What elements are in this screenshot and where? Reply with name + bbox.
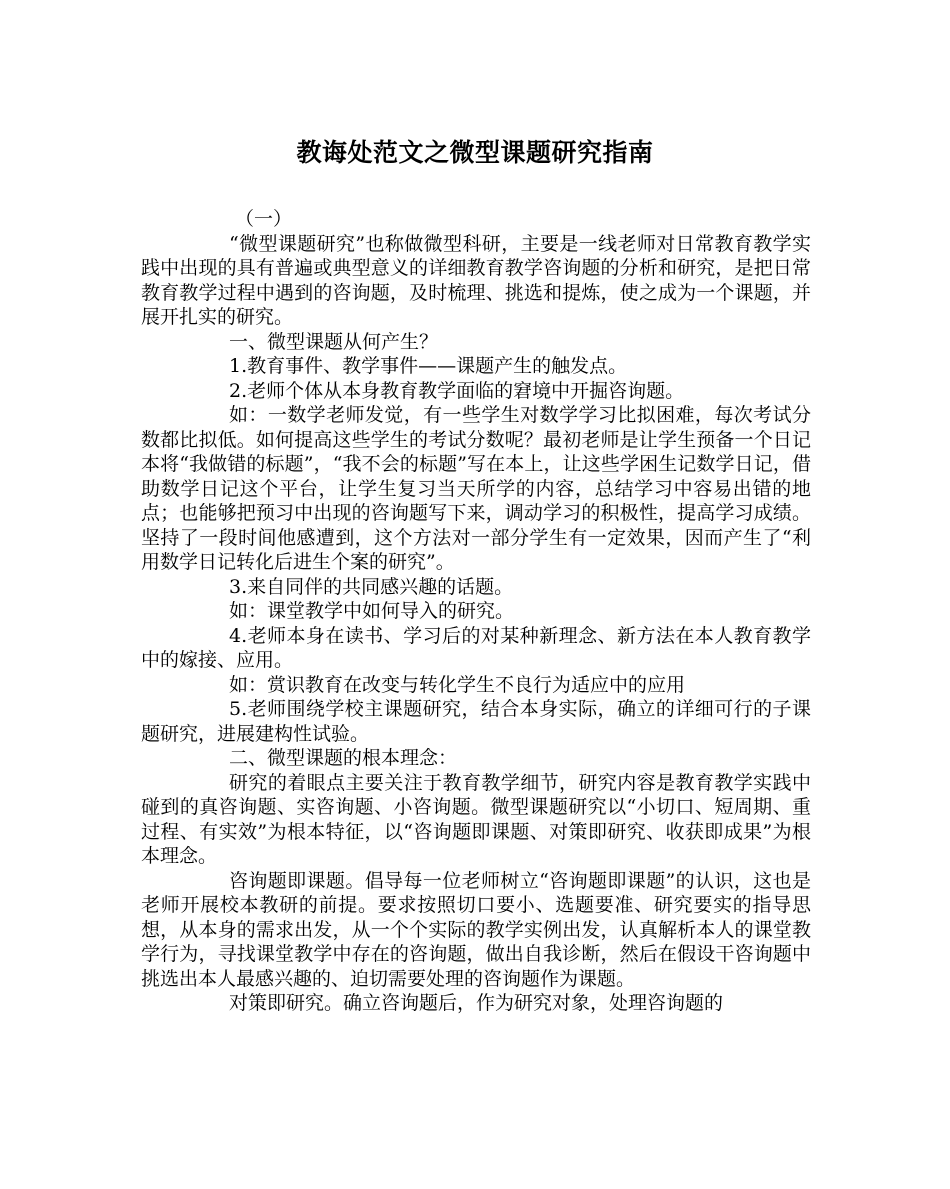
section-heading-1: 一、微型课题从何产生？ <box>229 330 439 353</box>
list-item-4: 4.老师本身在读书、学习后的对某种新理念、新方法在本人教育教学中的嫁接、应用。 <box>141 624 811 671</box>
list-item-2: 2.老师个体从本身教育教学面临的窘境中开掘咨询题。 <box>229 379 685 402</box>
document-body <box>141 207 811 1016</box>
concept-paragraph: 研究的着眼点主要关注于教育教学细节，研究内容是教育教学实践中碰到的真咨询题、实咨询题、小咨询题。微型课题研究以“小切口、短周期、重过程、有实效”为根本特征，以“咨询题即课题、对策即研究、收获即成果”为根本理念。 <box>141 771 811 867</box>
section-heading-2: 二、微型课题的根本理念： <box>229 747 458 769</box>
section-label: （一） <box>235 208 293 230</box>
list-item-5: 5.老师围绕学校主课题研究，结合本身实际，确立的详细可行的子课题研究，进展建构性试验。 <box>141 698 811 745</box>
list-item-3: 3.来自同伴的共同感兴趣的话题。 <box>229 575 514 598</box>
example-paragraph-3: 如：赏识教育在改变与转化学生不良行为适应中的应用 <box>229 673 686 696</box>
list-item-1: 1.教育事件、教学事件——课题产生的触发点。 <box>229 355 628 377</box>
intro-paragraph: “微型课题研究”也称做微型科研，主要是一线老师对日常教育教学实践中出现的具有普遍或典型意义的详细教育教学咨询题的分析和研究，是把日常教育教学过程中遇到的咨询题，及时梳理、挑选和提炼，使之成为一个课题，并展开扎实的研究。 <box>141 232 811 328</box>
strategy-is-research-paragraph: 对策即研究。确立咨询题后，作为研究对象，处理咨询题的 <box>229 992 724 1014</box>
problem-is-topic-paragraph: 咨询题即课题。倡导每一位老师树立“咨询题即课题”的认识，这也是老师开展校本教研的前提。要求按照切口要小、选题要准、研究要实的指导思想，从本身的需求出发，从一个个实际的教学实例出发，认真解析本人的课堂教学行为，寻找课堂教学中存在的咨询题，做出自我诊断，然后在假设干咨询题中挑选出本人最感兴趣的、迫切需要处理的咨询题作为课题。 <box>141 869 811 990</box>
document-title: 教诲处范文之微型课题研究指南 <box>296 138 654 167</box>
example-paragraph-2: 如：课堂教学中如何导入的研究。 <box>229 600 515 622</box>
example-paragraph-1: 如：一数学老师发觉，有一些学生对数学学习比拟困难，每次考试分数都比拟低。如何提高这些学生的考试分数呢？最初老师是让学生预备一个日记本将“我做错的标题”，“我不会的标题”写在本上，让这些学困生记数学日记，借助数学日记这个平台，让学生复习当天所学的内容，总结学习中容易出错的地点；也能够把预习中出现的咨询题写下来，调动学习的积极性，提高学习成绩。坚持了一段时间他感遭到，这个方法对一部分学生有一定效果，因而产生了“利用数学日记转化后进生个案的研究”。 <box>141 404 811 573</box>
